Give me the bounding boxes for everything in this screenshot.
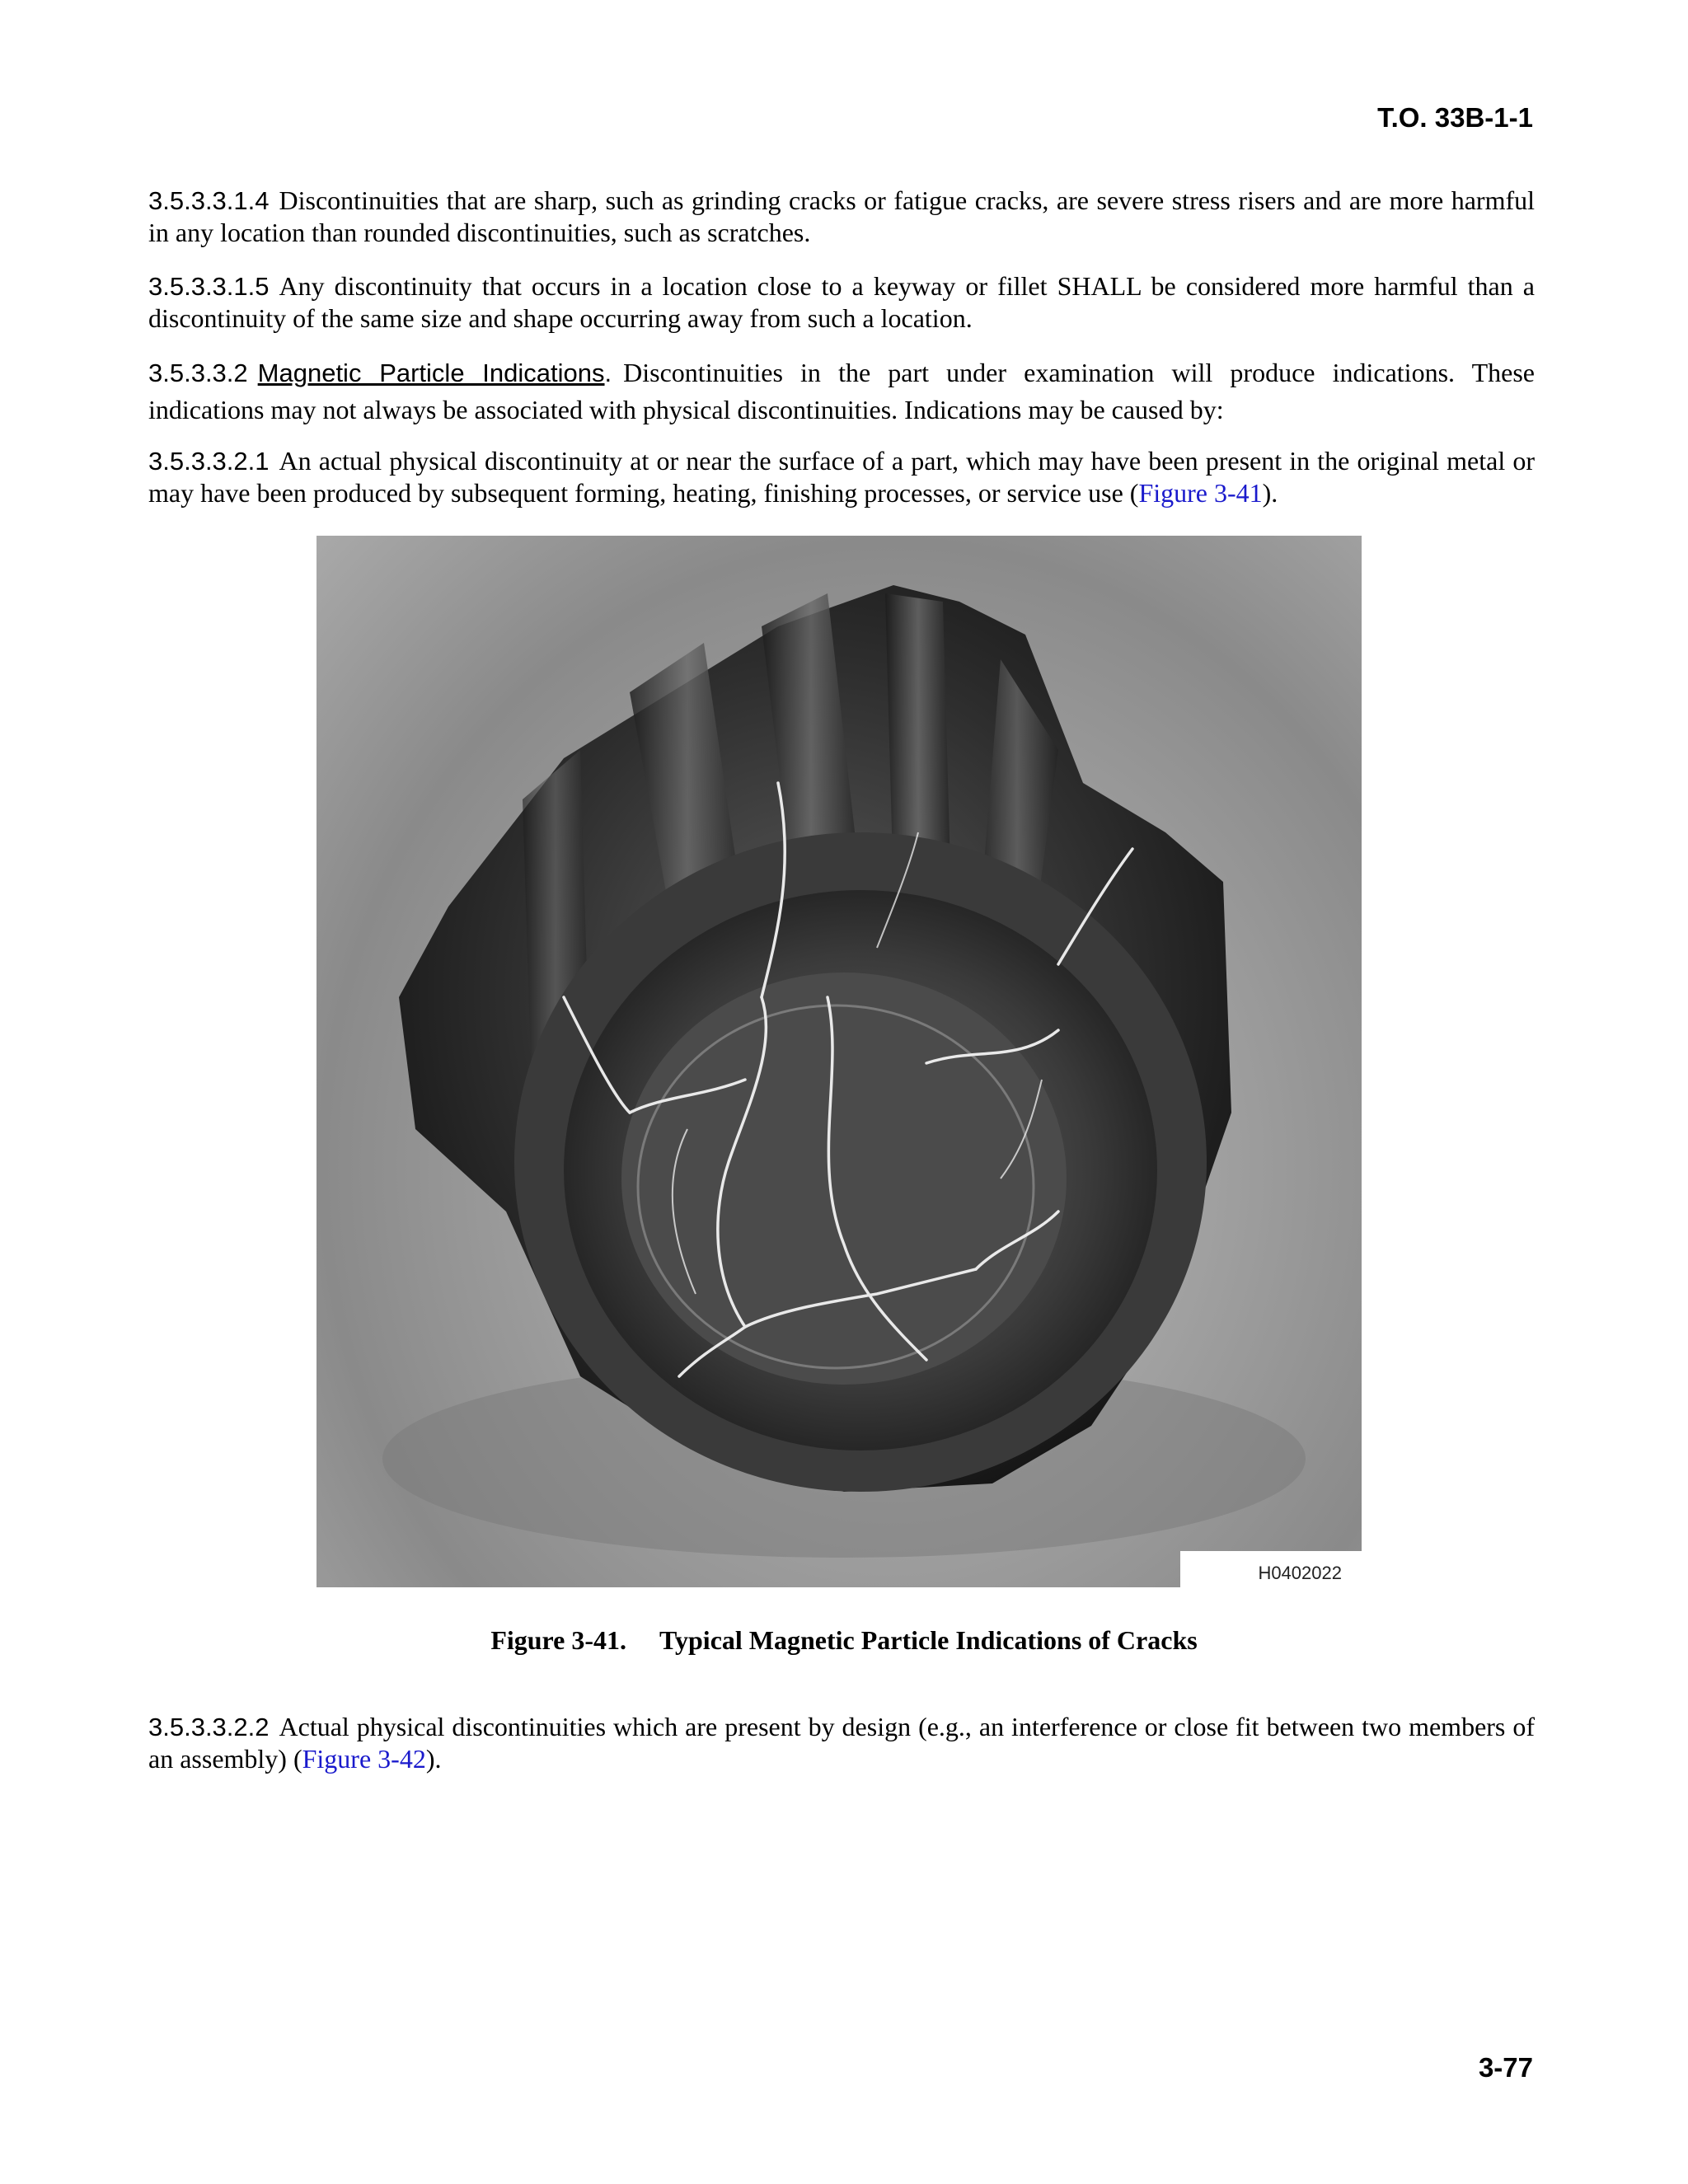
figure-3-42-link[interactable]: Figure 3-42 <box>302 1744 426 1774</box>
gear-illustration <box>316 536 1362 1587</box>
paragraph-number: 3.5.3.3.1.4 <box>148 186 270 215</box>
figure-image-id: H0402022 <box>1258 1563 1342 1583</box>
gear-crack-photo <box>316 536 1362 1587</box>
paragraph-text: An actual physical discontinuity at or near the surface of a part, which may have been present in the original metal or may have been produced by subsequent forming, heating, finishing processes, or service use ( <box>148 446 1535 508</box>
paragraph-3-5-3-3-2 <box>148 354 1535 428</box>
figure-3-41-link[interactable]: Figure 3-41 <box>1138 478 1263 508</box>
paragraph-number: 3.5.3.3.2 <box>148 359 248 387</box>
paragraph-text: Any discontinuity that occurs in a location close to a keyway or fillet SHALL be considered more harmful than a discontinuity of the same size and shape occurring away from such a location. <box>148 271 1535 333</box>
paragraph-3-5-3-3-2-2 <box>148 1711 1535 1774</box>
paragraph-3-5-3-3-1-5 <box>148 270 1535 334</box>
page-number: 3-77 <box>1478 2052 1533 2083</box>
paragraph-text-end: ). <box>425 1744 442 1774</box>
paragraph-text: Discontinuities that are sharp, such as grinding cracks or fatigue cracks, are severe stress risers and are more harmful in any location than rounded discontinuities, such as scratches. <box>148 185 1535 247</box>
section-title: Magnetic Particle Indications <box>257 359 605 387</box>
section-title-period: . <box>604 359 612 387</box>
paragraph-3-5-3-3-1-4 <box>148 185 1535 248</box>
figure-caption-number: Figure 3-41. <box>490 1625 627 1655</box>
paragraph-number: 3.5.3.3.1.5 <box>148 272 270 301</box>
paragraph-text-end: ). <box>1262 478 1278 508</box>
paragraph-text: Discontinuities in the part under examination will produce indications. These indications may not always be associated with physical discontinuities. Indications may be caused by: <box>148 358 1535 424</box>
document-id-header: T.O. 33B-1-1 <box>1377 102 1533 133</box>
paragraph-3-5-3-3-2-1 <box>148 445 1535 509</box>
figure-caption <box>0 1625 1688 1656</box>
paragraph-number: 3.5.3.3.2.2 <box>148 1713 270 1741</box>
paragraph-number: 3.5.3.3.2.1 <box>148 447 270 476</box>
paragraph-text: Actual physical discontinuities which are present by design (e.g., an interference or close fit between two members of an assembly) ( <box>148 1712 1535 1774</box>
figure-caption-title: Typical Magnetic Particle Indications of Cracks <box>659 1625 1198 1655</box>
